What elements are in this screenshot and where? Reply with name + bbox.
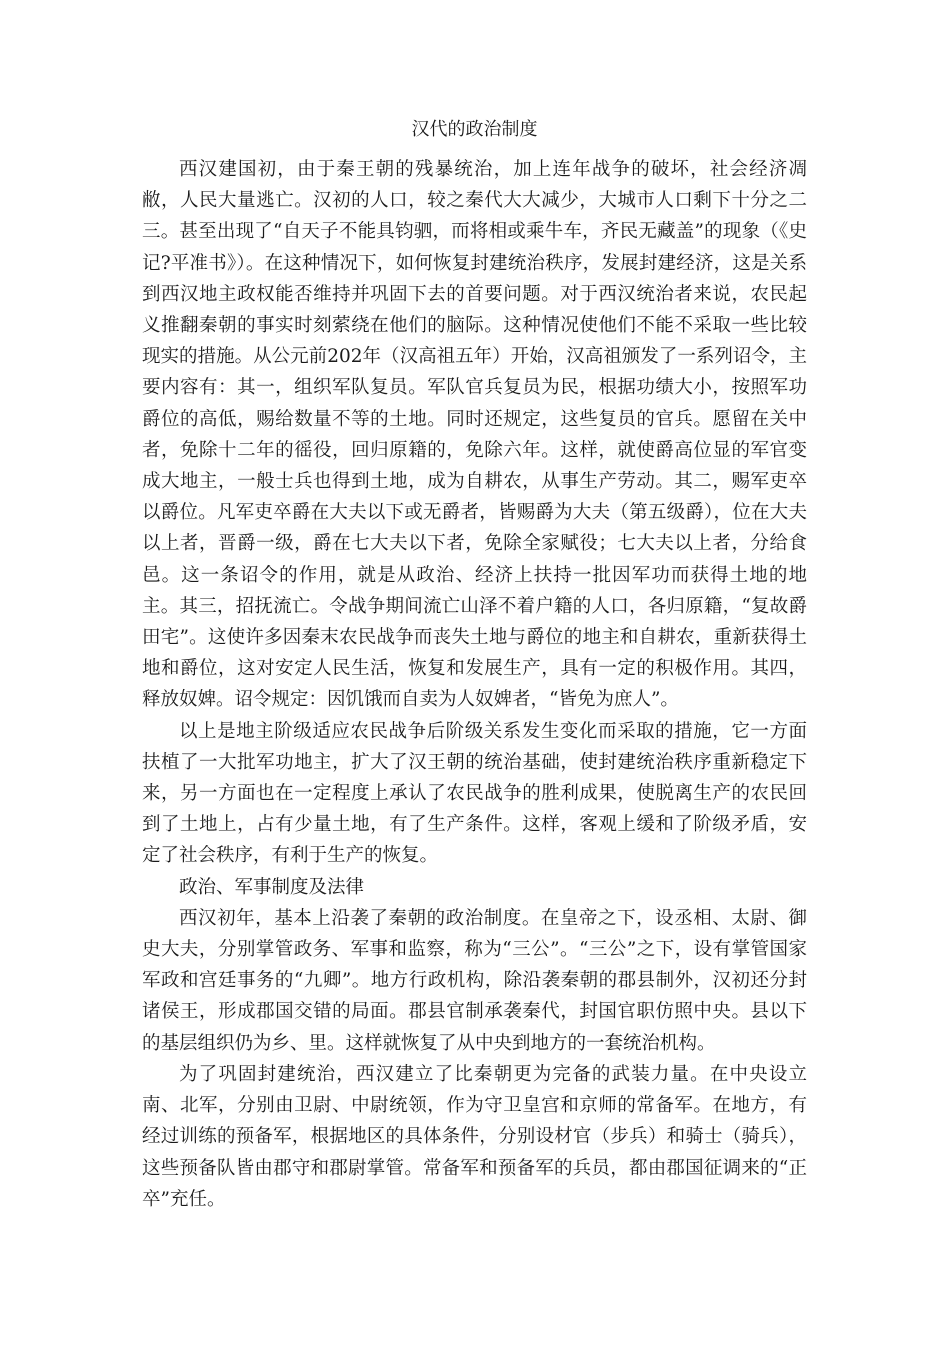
paragraph-3: 西汉初年，基本上沿袭了秦朝的政治制度。在皇帝之下，设丞相、太尉、御史大夫，分别掌管政务、军事和监察，称为“三公”。“三公”之下，设有掌管国家军政和宫廷事务的“九卿”。地方行政机构，除沿袭秦朝的郡县制外，汉初还分封诸侯王，形成郡国交错的局面。郡县官制承袭秦代，封国官职仿照中央。县以下的基层组织仍为乡、里。这样就恢复了从中央到地方的一套统治机构。 bbox=[142, 907, 807, 1054]
section-subheading: 政治、军事制度及法律 bbox=[179, 876, 365, 898]
paragraph-2: 以上是地主阶级适应农民战争后阶级关系发生变化而采取的措施，它一方面扶植了一大批军功地主，扩大了汉王朝的统治基础，使封建统治秩序重新稳定下来，另一方面也在一定程度上承认了农民战争的胜利成果，使脱离生产的农民回到了土地上，占有少量土地，有了生产条件。这样，客观上缓和了阶级矛盾，安定了社会秩序，有利于生产的恢复。 bbox=[142, 720, 807, 867]
document-title: 汉代的政治制度 bbox=[411, 119, 538, 140]
document-page bbox=[142, 118, 807, 1215]
paragraph-4: 为了巩固封建统治，西汉建立了比秦朝更为完备的武装力量。在中央设立南、北军，分别由卫尉、中尉统领，作为守卫皇宫和京师的常备军。在地方，有经过训练的预备军，根据地区的具体条件，分别设材官（步兵）和骑士（骑兵），这些预备队皆由郡守和郡尉掌管。常备军和预备军的兵员，都由郡国征调来的“正卒”充任。 bbox=[142, 1063, 807, 1210]
paragraph-1: 西汉建国初，由于秦王朝的残暴统治，加上连年战争的破坏，社会经济凋敝，人民大量逃亡。汉初的人口，较之秦代大大减少，大城市人口剩下十分之二三。甚至出现了“自天子不能具钧驷，而将相或乘牛车，齐民无藏盖”的现象（《史记?平准书》）。在这种情况下，如何恢复封建统治秩序，发展封建经济，这是关系到西汉地主政权能否维持并巩固下去的首要问题。对于西汉统治者来说，农民起义推翻秦朝的事实时刻萦绕在他们的脑际。这种情况使他们不能不采取一些比较现实的措施。从公元前202年（汉高祖五年）开始，汉高祖颁发了一系列诏令，主要内容有：其一，组织军队复员。军队官兵复员为民，根据功绩大小，按照军功爵位的高低，赐给数量不等的土地。同时还规定，这些复员的官兵。愿留在关中者，免除十二年的徭役，回归原籍的，免除六年。这样，就使爵高位显的军官变成大地主，一般士兵也得到土地，成为自耕农，从事生产劳动。其二，赐军吏卒以爵位。凡军吏卒爵在大夫以下或无爵者，皆赐爵为大夫（第五级爵），位在大夫以上者，晋爵一级，爵在七大夫以下者，免除全家赋役；七大夫以上者，分给食邑。这一条诏令的作用，就是从政治、经济上扶持一批因军功而获得土地的地主。其三，招抚流亡。令战争期间流亡山泽不着户籍的人口，各归原籍，“复故爵田宅”。这使许多因秦末农民战争而丧失土地与爵位的地主和自耕农，重新获得土地和爵位，这对安定人民生活，恢复和发展生产，具有一定的积极作用。其四，释放奴婢。诏令规定：因饥饿而自卖为人奴婢者，“皆免为庶人”。 bbox=[142, 159, 807, 711]
